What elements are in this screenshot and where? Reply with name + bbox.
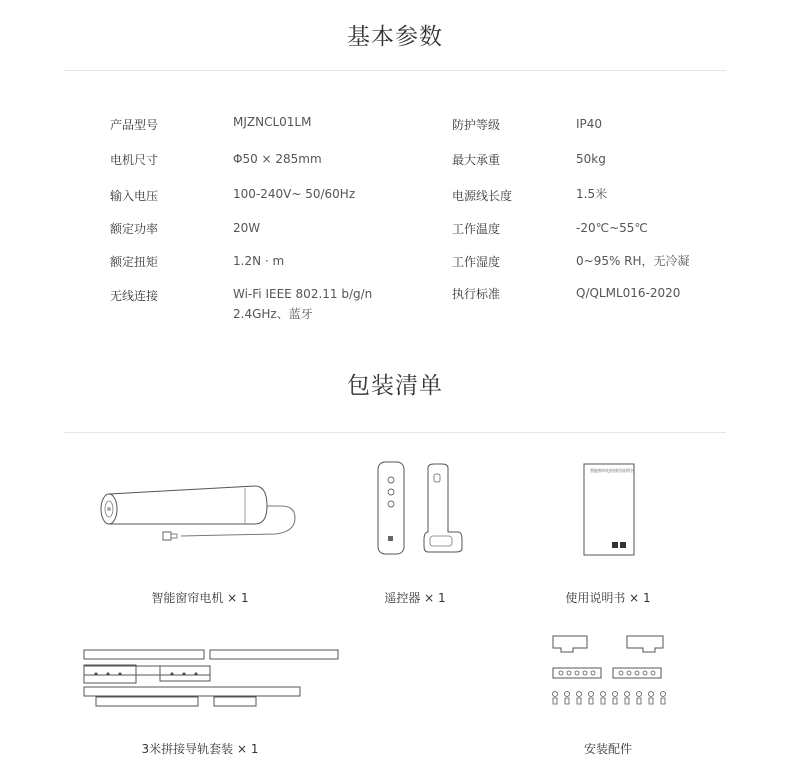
spec-value-rated-torque: 1.2N · m — [233, 254, 285, 268]
curtain-motor-icon — [95, 480, 305, 550]
mounting-accessories-icon — [545, 632, 675, 718]
spec-label-rated-power: 额定功率 — [110, 222, 159, 236]
package-item-accessories: 安装配件 — [583, 742, 632, 756]
spec-label-max-load: 最大承重 — [452, 153, 501, 167]
spec-value-protection: IP40 — [576, 117, 603, 131]
spec-label-protection: 防护等级 — [452, 118, 501, 132]
package-section-title: 包装清单 — [347, 373, 443, 399]
rail-kit-icon — [82, 645, 342, 710]
spec-value-motor-size: Φ50 × 285mm — [233, 152, 322, 166]
package-item-remote: 遥控器 × 1 — [384, 591, 446, 605]
spec-label-input-voltage: 输入电压 — [110, 189, 159, 203]
spec-label-cable-length: 电源线长度 — [452, 189, 513, 203]
remote-control-icon — [372, 460, 467, 560]
spec-value-input-voltage: 100-240V~ 50/60Hz — [233, 187, 356, 201]
specs-divider — [64, 70, 726, 71]
spec-value-max-load: 50kg — [576, 152, 606, 166]
spec-value-cable-length: 1.5米 — [576, 187, 608, 201]
spec-label-rated-torque: 额定扭矩 — [110, 255, 159, 269]
spec-value-model: MJZNCL01LM — [233, 115, 312, 129]
manual-booklet-icon — [582, 462, 637, 558]
spec-value-working-humidity: 0~95% RH，无冷凝 — [576, 254, 690, 268]
package-divider — [64, 432, 726, 433]
spec-label-wireless: 无线连接 — [110, 289, 159, 303]
spec-label-model: 产品型号 — [110, 118, 159, 132]
package-item-motor: 智能窗帘电机 × 1 — [151, 591, 249, 605]
spec-label-motor-size: 电机尺寸 — [110, 153, 159, 167]
spec-value-standard: Q/QLML016-2020 — [576, 286, 681, 300]
spec-value-rated-power: 20W — [233, 221, 261, 235]
spec-value-wireless-line2: 2.4GHz、蓝牙 — [233, 307, 313, 321]
package-item-manual: 使用说明书 × 1 — [565, 591, 651, 605]
spec-value-working-temp: -20℃~55℃ — [576, 221, 648, 235]
manual-cover-text: 智能窗帘电机使用说明书 — [590, 468, 634, 473]
spec-label-working-humidity: 工作湿度 — [452, 255, 501, 269]
spec-label-working-temp: 工作温度 — [452, 222, 501, 236]
spec-label-standard: 执行标准 — [452, 287, 501, 301]
specs-section-title: 基本参数 — [347, 24, 443, 50]
spec-value-wireless: Wi-Fi IEEE 802.11 b/g/n — [233, 287, 373, 301]
package-item-rail-kit: 3米拼接导轨套装 × 1 — [141, 742, 259, 756]
